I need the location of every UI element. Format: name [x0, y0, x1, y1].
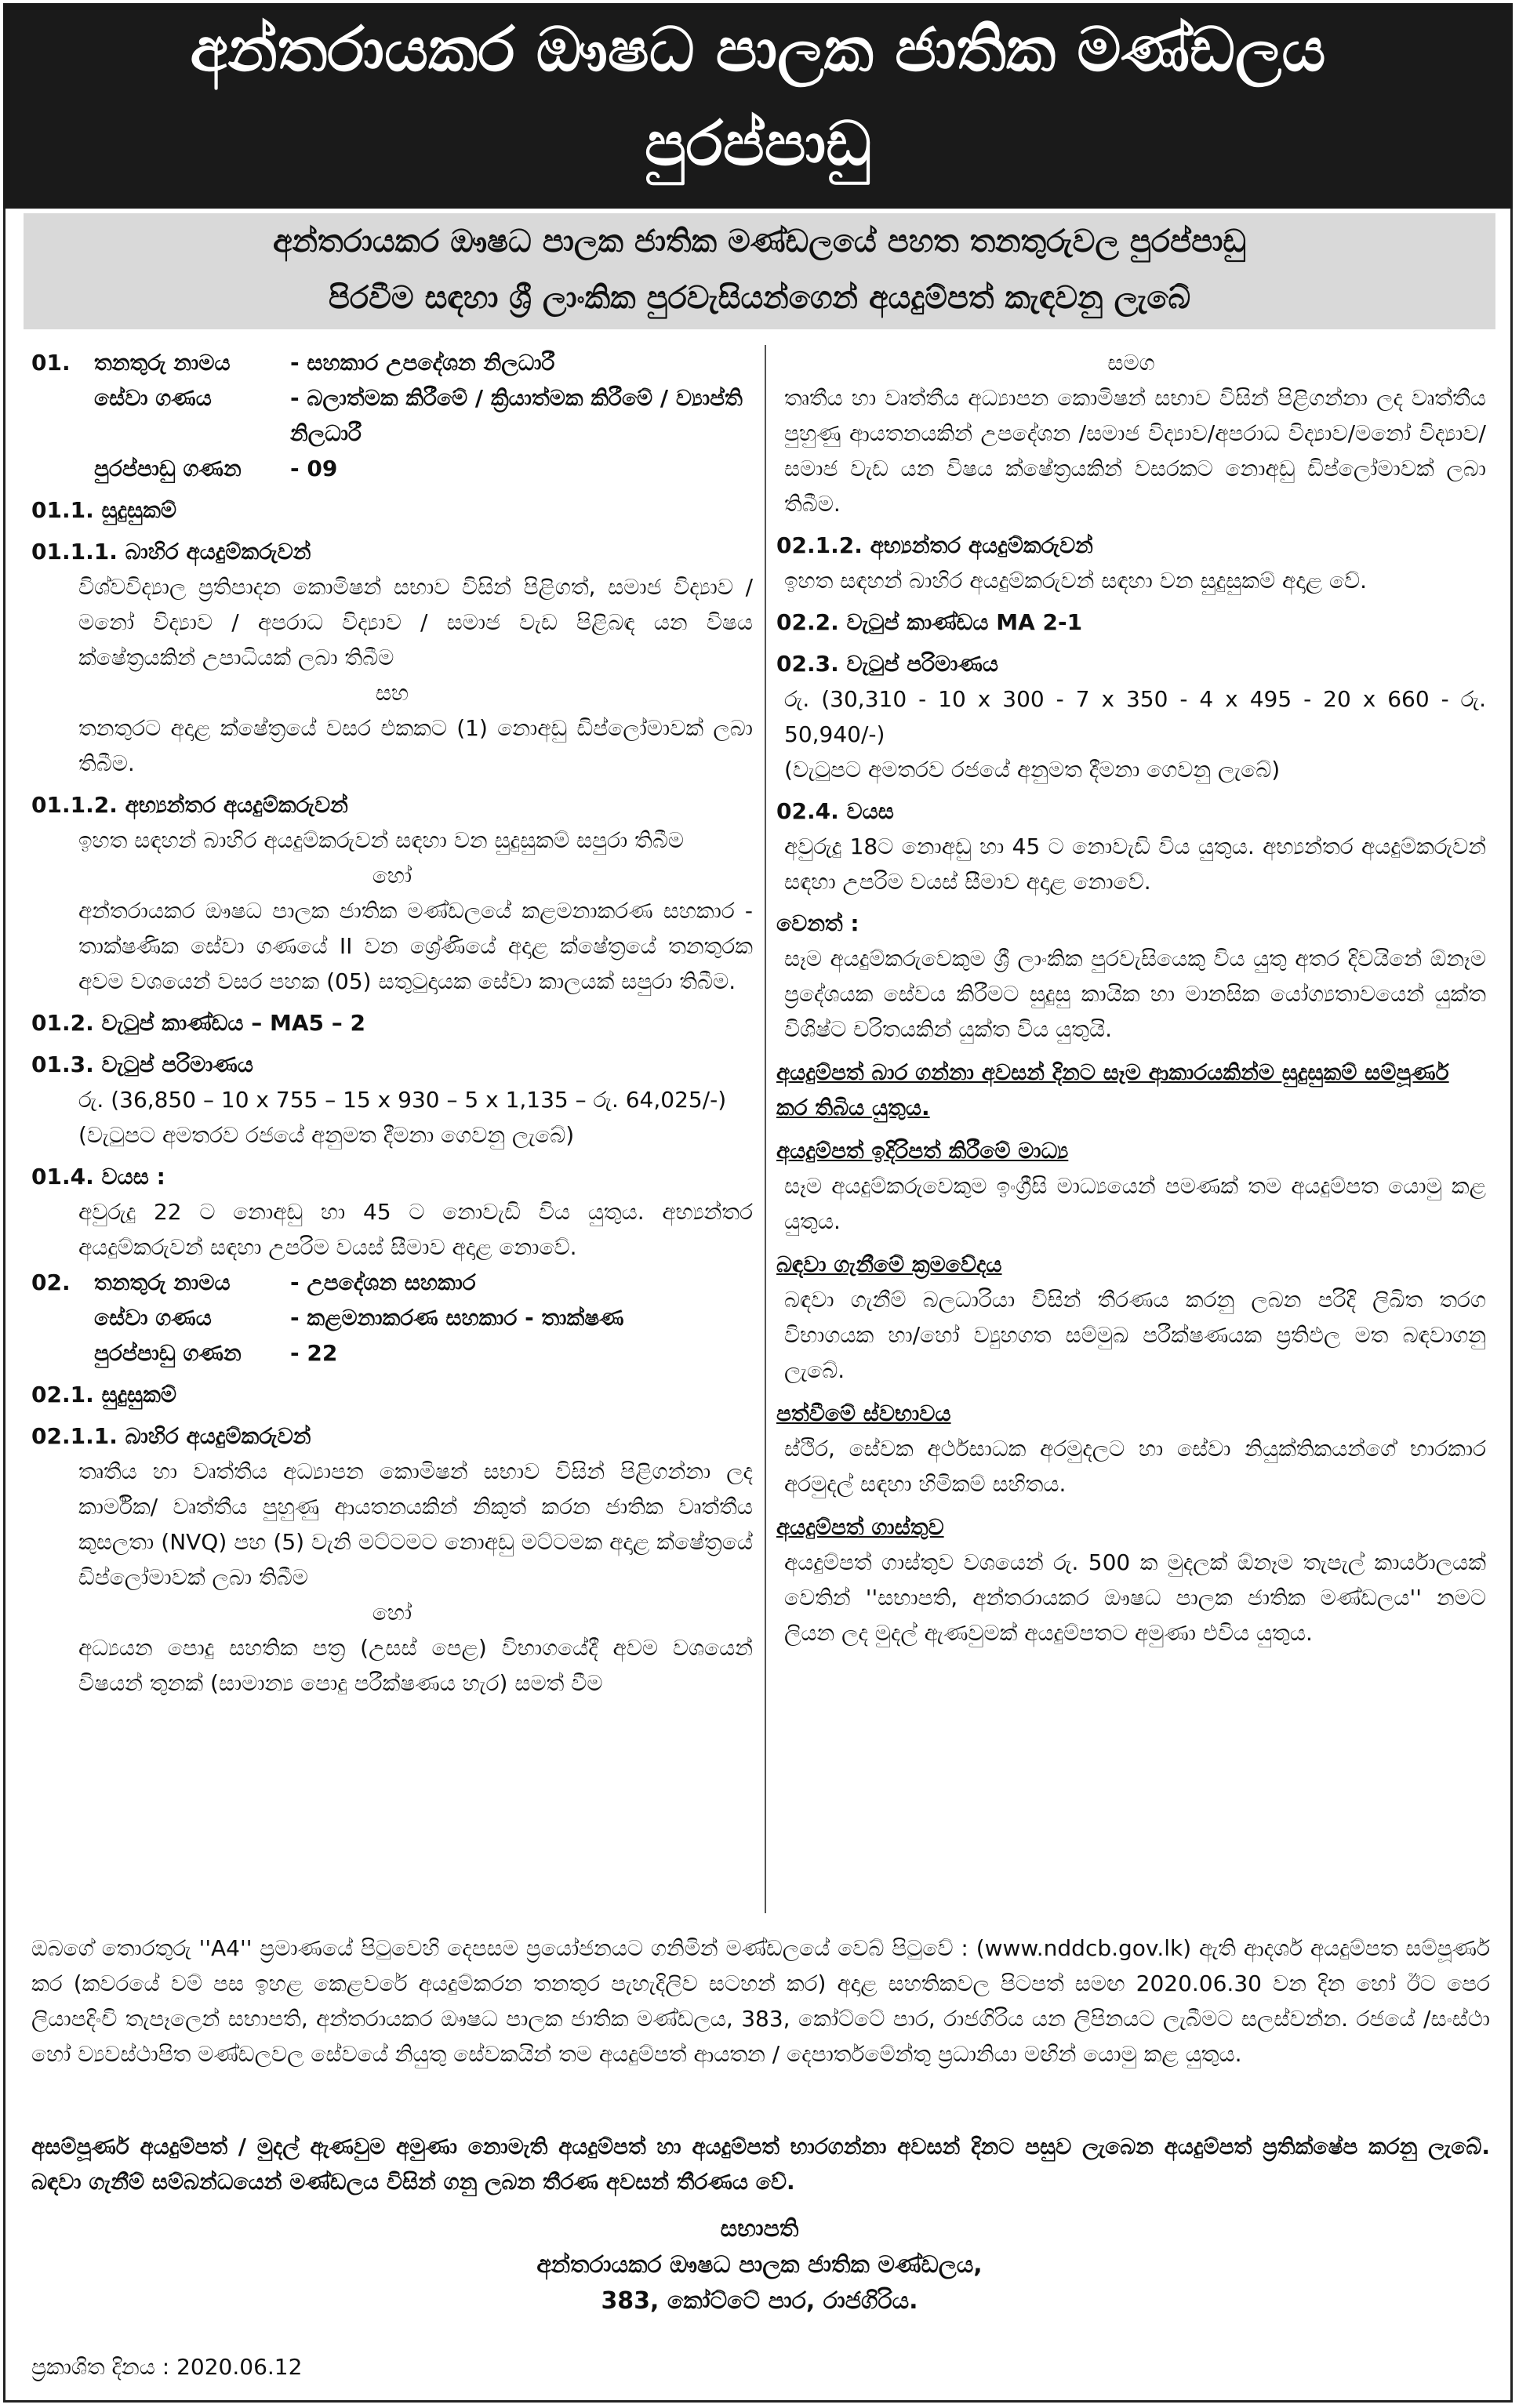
application-instructions: ඔබගේ තොරතුරු ''A4'' ප්‍රමාණයේ පිටුවෙහි දෙපසම ප්‍රයෝජනයට ගනිමින් මණ්ඩලයේ වෙබ් පිටුවේ : (www.nddcb.gov.lk) ඇති ආදර්ශ අයදුම්පත සම්පූර්ණ කර (කවරයේ වම් පස ඉහළ කෙළවරේ අයදුම්කරන තනතුර පැහැදිලිව සටහන් කර) අදාළ සහතිකවල පිටපත් සමඟ 2020.06.30 වන දින හෝ ඊට පෙර ලියාපදිංචි තැපෑලෙන් සභාපති, අන්තරායකර ඖෂධ පාලක ජාතික මණ්ඩලය, 383, කෝට්ටේ පාර, රාජගිරිය යන ලිපිනයට ලැබීමට සලස්වන්න. රජයේ /සංස්ථා හෝ ව්‍යවස්ථාපිත මණ්ඩලවල සේවයේ නියුතු සේවකයින් තම අයදුම්පත් ආයතන / දෙපාර්තමේන්තු ප්‍රධානියා මඟින් යොමු කළ යුතුය.: [31, 1935, 1490, 2067]
paragraph: අන්තරායකර ඖෂධ පාලක ජාතික මණ්ඩලයේ කළමනාකරණ සහකාර - තාක්ෂණික සේවා ගණයේ II වන ශ්‍රේණියේ අදාළ ක්ෂේත්‍රයේ තනතුරක අවම වශයෙන් වසර පහක (05) සතුටුදායක සේවා කාලයක් සපුරා තිබීම.: [78, 898, 753, 994]
field-value: - බලාත්මක කිරීමේ / ක්‍රියාත්මක කිරීමේ / ව්‍යාප්ති නිලධාරී: [290, 385, 743, 446]
section-number: [31, 1300, 94, 1335]
section-heading: 01.1.1. බාහිර අයදුම්කරුවන්: [31, 539, 311, 565]
section-number: 01.: [31, 350, 71, 376]
section-number: 02.: [31, 1269, 71, 1295]
post-detail-row: [31, 380, 753, 451]
field-label: සේවා ගණය: [94, 385, 212, 411]
paragraph: තෘතීය හා වෘත්තීය අධ්‍යාපන කොමිෂන් සභාව විසින් පිළිගන්නා ලද වෘත්තීය පුහුණු ආයතනයකින් උපදේශන /සමාජ විද්‍යාව/අපරාධ විද්‍යාව/මනෝ විද්‍යාව/සමාජ වැඩ යන විෂය ක්ෂේත්‍රයකින් වසරකට නොඅඩු ඩිප්ලෝමාවක් ලබා තිබීම.: [784, 385, 1486, 517]
section-heading: 02.1.2. අභ්‍යන්තර අයදුම්කරුවන්: [776, 532, 1093, 558]
paragraph: ඉහත සඳහන් බාහිර අයදුම්කරුවන් සඳහා වන සුදුසුකම් අදාළ වේ.: [784, 568, 1368, 594]
header-subtitle: පුරප්පාඩු: [645, 109, 871, 180]
section-heading: 01.1.2. අභ්‍යන්තර අයදුම්කරුවන්: [31, 792, 348, 818]
paragraph: රු. (36,850 – 10 x 755 – 15 x 930 – 5 x 1,135 – රු. 64,025/-): [78, 1087, 727, 1113]
field-value: - කළමනාකරණ සහකාර - තාක්ෂණ: [290, 1305, 624, 1331]
field-value: - සහකාර උපදේශන නිලධාරී: [290, 350, 555, 376]
connector-word: සහ: [375, 680, 409, 706]
section-heading: 01.4. වයස :: [31, 1164, 165, 1189]
paragraph: අවුරුදු 22 ට නොඅඩු හා 45 ට නොවැඩි විය යුතුය. අභ්‍යන්තර අයදුම්කරුවන් සඳහා උපරිම වයස් සීමාව අදාළ නොවේ.: [78, 1199, 753, 1260]
section-heading: 02.1.1. බාහිර අයදුම්කරුවන්: [31, 1423, 311, 1449]
section-heading: 02.1. සුදුසුකම්: [31, 1382, 177, 1407]
post-detail-row: [31, 451, 753, 486]
post-detail-row: [31, 345, 753, 380]
paragraph: තනතුරට අදාළ ක්ෂේත්‍රයේ වසර එකකට (1) නොඅඩු ඩිප්ලෝමාවක් ලබා තිබීම.: [78, 715, 753, 776]
signature-block: [0, 2211, 1519, 2319]
intro-line-1: අන්තරායකර ඖෂධ පාලක ජාතික මණ්ඩලයේ පහත තනතුරුවල පුරප්පාඩු: [273, 223, 1246, 260]
intro-band: [24, 213, 1495, 329]
paragraph: සෑම අයදුම්කරුවෙකුම ශ්‍රී ලාංකික පුරවැසියෙකු විය යුතු අතර දිවයිනේ ඕනෑම ප්‍රදේශයක සේවය කිරීමට සුදුසු කායික හා මානසික යෝග්‍යතාවයෙන් යුක්ත විශිෂ්ට චරිතයකින් යුක්ත විය යුතුයි.: [784, 946, 1486, 1042]
section-heading: 02.3. වැටුප් පරිමාණය: [776, 651, 999, 677]
underlined-heading: අයදුම්පත් ඉදිරිපත් කිරීමේ මාධ්‍ය: [776, 1138, 1069, 1164]
section-number: [31, 1335, 94, 1371]
connector-word: හෝ: [372, 1600, 412, 1625]
underlined-heading: බඳවා ගැනීමේ ක්‍රමවේදය: [776, 1251, 1002, 1277]
signature-title: සභාපති: [720, 2215, 799, 2243]
field-value: - 22: [290, 1340, 338, 1366]
paragraph: විශ්වවිද්‍යාල ප්‍රතිපාදන කොමිෂන් සභාව විසින් පිළිගත්, සමාජ විද්‍යාව / මනෝ විද්‍යාව / අපරාධ විද්‍යාව / සමාජ වැඩ පිළිබඳ යන විෂය ක්ෂේත්‍රයකින් උපාධියක් ලබා තිබීම: [78, 574, 753, 670]
connector-word: හෝ: [372, 863, 412, 888]
section-heading: 01.2. වැටුප් කාණ්ඩය – MA5 – 2: [31, 1010, 366, 1036]
connector-word: සමග: [1107, 350, 1155, 376]
field-label: තනතුරු නාමය: [94, 350, 231, 376]
section-number: [31, 451, 94, 486]
intro-line-2: පිරවීම සඳහා ශ්‍රී ලාංකික පුරවැසියන්ගෙන් අයදුම්පත් කැඳවනු ලැබේ: [328, 280, 1191, 316]
left-column: [31, 345, 753, 1701]
field-label: සේවා ගණය: [94, 1305, 212, 1331]
paragraph: අධ්‍යයන පොදු සහතික පත්‍ර (උසස් පෙළ) විභාගයේදී අවම වශයෙන් විෂයන් තුනක් (සාමාන්‍ය පොදු පරීක්ෂණය හැර) සමත් වීම: [78, 1635, 753, 1696]
underlined-heading: පත්වීමේ ස්වභාවය: [776, 1400, 951, 1426]
section-number: [31, 380, 94, 451]
post-detail-row: [31, 1335, 753, 1371]
paragraph: සෑම අයදුම්කරුවෙකුම ඉංග්‍රීසි මාධ්‍යයෙන් පමණක් තම අයදුම්පත යොමු කළ යුතුය.: [784, 1173, 1486, 1234]
field-label: පුරප්පාඩු ගණන: [94, 1340, 242, 1366]
rejection-notice: අසම්පූර්ණ අයදුම්පත් / මුදල් ඇණවුම අමුණා නොමැති අයදුම්පත් හා අයදුම්පත් භාරගන්නා අවසන් දිනට පසුව ලැබෙන අයදුම්පත් ප්‍රතික්ෂේප කරනු ලැබේ. බඳවා ගැනීම් සම්බන්ධයෙන් මණ්ඩලය විසින් ගනු ලබන තීරණ අවසන් තීරණය වේ.: [31, 2134, 1490, 2195]
section-heading: 01.1. සුදුසුකම්: [31, 497, 177, 523]
paragraph: අවුරුදු 18ට නොඅඩු හා 45 ට නොවැඩි විය යුතුය. අභ්‍යන්තර අයදුම්කරුවන් සඳහා උපරිම වයස් සීමාව අදාළ නොවේ.: [784, 834, 1486, 895]
field-value: - 09: [290, 456, 338, 481]
post-detail-row: [31, 1265, 753, 1300]
signature-address: 383, කෝට්ටේ පාර, රාජගිරිය.: [601, 2287, 918, 2315]
paragraph: රු. (30,310 - 10 x 300 - 7 x 350 - 4 x 495 - 20 x 660 - රු. 50,940/-): [784, 686, 1486, 747]
paragraph: අයදුම්පත් ගාස්තුව වශයෙන් රු. 500 ක මුදලක් ඕනෑම තැපැල් කාර්යාලයක් වෙතින් ''සභාපති, අන්තරායකර ඖෂධ පාලක ජාතික මණ්ඩලය'' නමට ලියන ලද මුදල් ඇණවුමක් අයදුම්පතට අමුණා එවිය යුතුය.: [784, 1549, 1486, 1646]
column-divider: [765, 345, 766, 1913]
underlined-heading: අයදුම්පත් බාර ගන්නා අවසන් දිනට සෑම ආකාරයකින්ම සුදුසුකම් සම්පූර්ණ කර තිබිය යුතුය.: [776, 1059, 1449, 1120]
paragraph: තෘතීය හා වෘත්තීය අධ්‍යාපන කොමිෂන් සභාව විසින් පිළිගන්නා ලද කාර්මික/ වෘත්තීය පුහුණු ආයතනයකින් නිකුත් කරන ජාතික වෘත්තීය කුසලතා (NVQ) පහ (5) වැනි මට්ටමට නොඅඩු මට්ටමක අදාළ ක්ෂේත්‍රයේ ඩිප්ලෝමාවක් ලබා තිබීම: [78, 1458, 753, 1590]
post-detail-row: [31, 1300, 753, 1335]
published-date: ප්‍රකාශිත දිනය : 2020.06.12: [31, 2354, 303, 2380]
header-banner: [3, 3, 1513, 209]
right-column: [776, 345, 1486, 1651]
field-label: තනතුරු නාමය: [94, 1269, 231, 1295]
paragraph: (වැටුපට අමතරව රජයේ අනුමත දීමනා ගෙවනු ලැබේ): [784, 757, 1281, 783]
paragraph: (වැටුපට අමතරව රජයේ අනුමත දීමනා ගෙවනු ලැබේ): [78, 1122, 575, 1148]
section-heading: වෙනත් :: [776, 910, 859, 936]
field-label: පුරප්පාඩු ගණන: [94, 456, 242, 481]
field-value: - උපදේශන සහකාර: [290, 1269, 476, 1295]
section-heading: 02.2. වැටුප් කාණ්ඩය MA 2-1: [776, 609, 1083, 635]
paragraph: ස්ථිර, සේවක අර්ථසාධක අරමුදලට හා සේවා නියුක්තිකයන්ගේ භාරකාර අරමුදල් සඳහා හිමිකම් සහිතය.: [784, 1436, 1486, 1497]
header-title: අන්තරායකර ඖෂධ පාලක ජාතික මණ්ඩලය: [190, 15, 1326, 85]
paragraph: ඉහත සඳහන් බාහිර අයදුම්කරුවන් සඳහා වන සුදුසුකම් සපුරා තිබීම: [78, 827, 685, 853]
section-heading: 02.4. වයස: [776, 798, 894, 824]
signature-org: අන්තරායකර ඖෂධ පාලක ජාතික මණ්ඩලය,: [536, 2251, 983, 2279]
underlined-heading: අයදුම්පත් ගාස්තුව: [776, 1514, 944, 1540]
paragraph: බඳවා ගැනීම් බලධාරියා විසින් තීරණය කරනු ලබන පරිදි ලිඛිත තරග විභාගයක හා/හෝ ව්‍යුහගත සම්මුඛ පරීක්ෂණයක ප්‍රතිඵල මත බඳවාගනු ලැබේ.: [784, 1287, 1486, 1383]
section-heading: 01.3. වැටුප් පරිමාණය: [31, 1051, 254, 1077]
